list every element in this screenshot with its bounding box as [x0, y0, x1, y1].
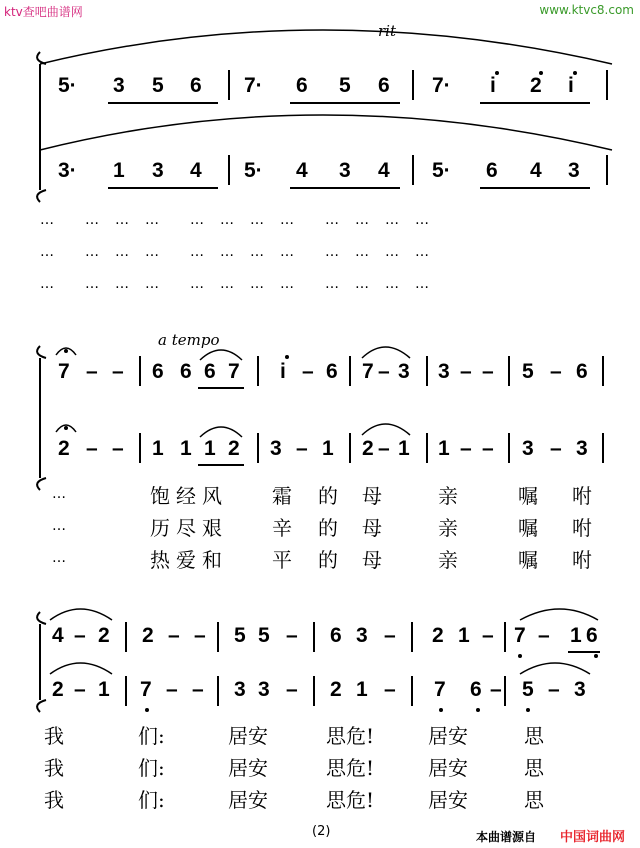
- note: –: [194, 624, 206, 647]
- note: 6: [576, 360, 588, 383]
- note: 7·: [432, 74, 451, 97]
- note: –: [378, 437, 390, 460]
- note: 1: [356, 678, 368, 701]
- note: 2: [530, 74, 542, 97]
- note: 3: [574, 678, 586, 701]
- note: –: [112, 360, 124, 383]
- note: –: [490, 678, 502, 701]
- note: i: [280, 360, 286, 383]
- note: 3: [152, 159, 164, 182]
- note: 6: [330, 624, 342, 647]
- note: 1: [204, 437, 216, 460]
- note: 1: [398, 437, 410, 460]
- note: 3: [113, 74, 125, 97]
- note: –: [166, 678, 178, 701]
- note: –: [112, 437, 124, 460]
- note: –: [286, 678, 298, 701]
- note: –: [74, 678, 86, 701]
- note: 4: [530, 159, 542, 182]
- note: 7: [228, 360, 240, 383]
- a-tempo-mark: a tempo: [158, 331, 220, 349]
- site-name-left: ktv查吧曲谱网: [4, 5, 83, 19]
- note: 3: [270, 437, 282, 460]
- note: 1: [438, 437, 450, 460]
- note: 3: [568, 159, 580, 182]
- note: 5·: [58, 74, 77, 97]
- note: –: [378, 360, 390, 383]
- note: 1: [458, 624, 470, 647]
- note: –: [384, 678, 396, 701]
- source-label: 本曲谱源自: [476, 830, 537, 844]
- note: –: [482, 437, 494, 460]
- note: –: [86, 437, 98, 460]
- note: –: [548, 678, 560, 701]
- note: –: [460, 360, 472, 383]
- site-url-right: www.ktvc8.com: [539, 3, 634, 17]
- note: 5: [522, 360, 534, 383]
- note: 2: [228, 437, 240, 460]
- note: 3: [576, 437, 588, 460]
- rit-mark: rit: [378, 22, 396, 40]
- note: 5: [234, 624, 246, 647]
- note: 2: [362, 437, 374, 460]
- note: 7: [58, 360, 70, 383]
- source-site-link[interactable]: 中国词曲网: [560, 830, 626, 845]
- lyric-placeholder-row: … … … … … … … … … … … …: [40, 276, 430, 292]
- note: –: [550, 360, 562, 383]
- note: 6: [326, 360, 338, 383]
- note: 1: [152, 437, 164, 460]
- note: 7: [140, 678, 152, 701]
- note: i: [568, 74, 574, 97]
- note: 3: [438, 360, 450, 383]
- note: 4: [378, 159, 390, 182]
- note: 7·: [244, 74, 263, 97]
- note: 1: [98, 678, 110, 701]
- note: 2: [52, 678, 64, 701]
- note: 4: [296, 159, 308, 182]
- note: 3: [356, 624, 368, 647]
- note: 7: [362, 360, 374, 383]
- note: –: [460, 437, 472, 460]
- note: 2: [432, 624, 444, 647]
- note: 5·: [244, 159, 263, 182]
- note: 2: [330, 678, 342, 701]
- note: –: [168, 624, 180, 647]
- note: –: [286, 624, 298, 647]
- note: 5: [522, 678, 534, 701]
- note: –: [538, 624, 550, 647]
- note: –: [482, 624, 494, 647]
- note: –: [482, 360, 494, 383]
- page-number: (2): [312, 824, 331, 839]
- note: 2: [98, 624, 110, 647]
- note: –: [192, 678, 204, 701]
- note: 5: [152, 74, 164, 97]
- note: 6: [378, 74, 390, 97]
- lyric-placeholder-row: … … … … … … … … … … … …: [40, 212, 430, 228]
- note: 4: [190, 159, 202, 182]
- note: –: [384, 624, 396, 647]
- note: –: [74, 624, 86, 647]
- note: 2: [58, 437, 70, 460]
- note: –: [296, 437, 308, 460]
- note: 5: [258, 624, 270, 647]
- note: 1: [180, 437, 192, 460]
- note: 6: [204, 360, 216, 383]
- note: 7: [514, 624, 526, 647]
- note: 6: [180, 360, 192, 383]
- note: 6: [586, 624, 598, 647]
- note: 3: [522, 437, 534, 460]
- note: 5: [339, 74, 351, 97]
- note: 6: [152, 360, 164, 383]
- note: 6: [296, 74, 308, 97]
- note: 3: [339, 159, 351, 182]
- note: 3: [398, 360, 410, 383]
- note: 1: [322, 437, 334, 460]
- note: 4: [52, 624, 64, 647]
- note: 1: [113, 159, 125, 182]
- note: 5·: [432, 159, 451, 182]
- note: 6: [486, 159, 498, 182]
- note: 3: [258, 678, 270, 701]
- note: 1: [570, 624, 582, 647]
- note: 6: [190, 74, 202, 97]
- note: –: [550, 437, 562, 460]
- note: 7: [434, 678, 446, 701]
- note: 3·: [58, 159, 77, 182]
- lyric-placeholder-row: … … … … … … … … … … … …: [40, 244, 430, 260]
- note: 6: [470, 678, 482, 701]
- note: i: [490, 74, 496, 97]
- note: 2: [142, 624, 154, 647]
- note: –: [302, 360, 314, 383]
- note: 3: [234, 678, 246, 701]
- note: –: [86, 360, 98, 383]
